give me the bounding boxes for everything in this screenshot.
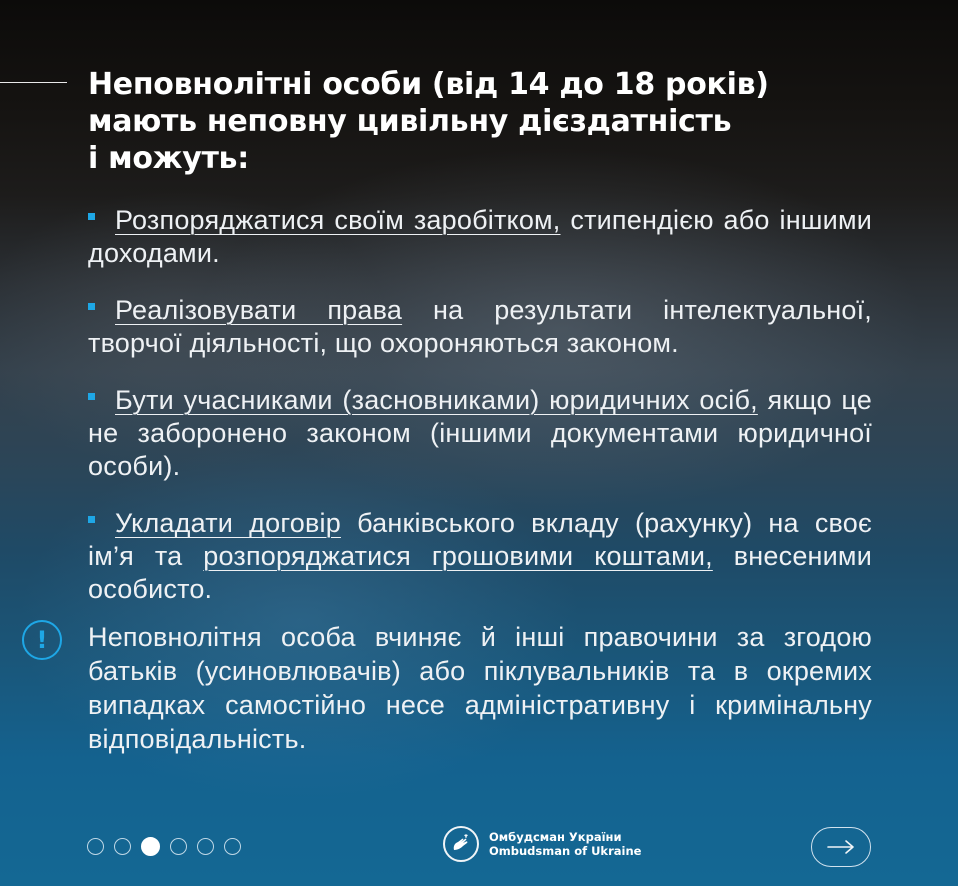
next-button[interactable]: [811, 827, 871, 867]
page-dot-6[interactable]: [224, 838, 241, 855]
page-dot-5[interactable]: [197, 838, 214, 855]
decorative-line: [0, 82, 67, 83]
ombudsman-logo: [443, 826, 641, 862]
page-title: [88, 66, 868, 177]
list-item: [88, 507, 872, 606]
note-block: [22, 620, 872, 756]
list-item: [88, 384, 872, 483]
bullet-square-icon: [88, 393, 95, 400]
rights-list: [88, 204, 872, 630]
bullet-square-icon: [88, 303, 95, 310]
item-highlight: Розпоряджатися своїм заробітком,: [115, 205, 561, 235]
item-text: на результати інтелектуальної, творчої діяльності, що охороняються законом.: [88, 295, 872, 358]
list-item: [88, 294, 872, 360]
item-text: внесеними особисто.: [88, 541, 872, 604]
arrow-right-icon: [826, 839, 856, 855]
title-line-2: мають неповну цивільну дієздатність: [88, 104, 732, 139]
title-line-1: Неповнолітні особи (від 14 до 18 років): [88, 67, 769, 102]
item-highlight: Реалізовувати права: [115, 295, 403, 325]
item-highlight: Укладати договір: [115, 508, 341, 538]
page-dot-3-active[interactable]: [141, 837, 160, 856]
page-dot-4[interactable]: [170, 838, 187, 855]
list-item: [88, 204, 872, 270]
bullet-square-icon: [88, 516, 95, 523]
page-dot-2[interactable]: [114, 838, 131, 855]
page-dot-1[interactable]: [87, 838, 104, 855]
exclamation-circle-icon: !: [22, 620, 62, 660]
note-text: Неповнолітня особа вчиняє й інші правочини за згодою батьків (усиновлювачів) або піклувальників та в окремих випадках самостійно несе адміністративну і кримінальну відповідальність.: [88, 622, 872, 754]
item-text: якщо це не заборонено законом (іншими документами юридичної особи).: [88, 385, 872, 481]
pagination-dots: [87, 838, 241, 856]
item-text: стипендією або іншими доходами.: [88, 205, 872, 268]
logo-text-en: Ombudsman of Ukraine: [489, 844, 642, 858]
item-highlight: Бути учасниками (засновниками) юридичних осіб,: [115, 385, 758, 415]
item-highlight: розпоряджатися грошовими коштами,: [203, 541, 713, 571]
logo-text-ua: Омбудсман України: [489, 830, 622, 844]
bullet-square-icon: [88, 213, 95, 220]
hand-logo-icon: [443, 826, 479, 862]
title-line-3: і можуть:: [88, 141, 249, 176]
item-text: банківського вкладу (рахунку) на своє ім’я та: [88, 508, 872, 571]
